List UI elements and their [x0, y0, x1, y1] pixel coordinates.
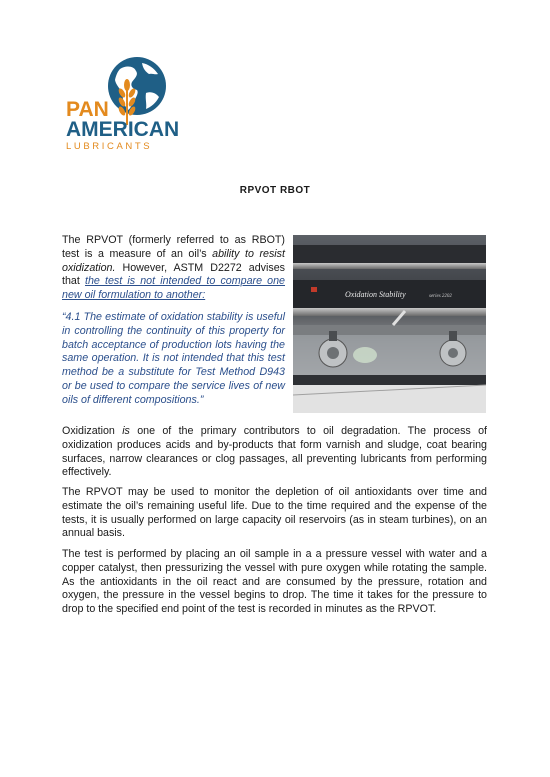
logo-american-text: AMERICAN: [66, 118, 180, 141]
company-logo: [66, 55, 180, 165]
intro-emphasis: ability to resist oxidization.: [62, 247, 285, 274]
panel-sublabel: series 2202: [429, 294, 452, 299]
panel-label: Oxidation Stability: [345, 290, 406, 299]
oxidization-paragraph: [62, 425, 487, 480]
p1-rest: one of the primary contributors to oil degradation. The process of oxidization produces acids and by-products that form varnish and sludge, coat bearing surfaces, narrow clearances or clog passages, all preventing lubricants from performing effectively.: [62, 425, 487, 479]
logo-line-lubricants: LUBRICANTS: [66, 141, 153, 152]
logo-line-american: [66, 118, 180, 141]
logo-line-pan: PAN: [66, 98, 109, 121]
p1-emphasis: is: [122, 425, 130, 437]
monitoring-paragraph: The RPVOT may be used to monitor the depletion of oil antioxidants over time and estimate the oil’s remaining useful life. Due to the time required and the expense of the tests, it is usually performed on large capacity oil reservoirs (as in steam turbines), on an annual basis.: [62, 486, 487, 540]
astm-quote: “4.1 The estimate of oxidation stability is useful in controlling the continuity of this property for batch acceptance of production lots having the same operation. It is not intended that this test method be a substitute for Test Method D943 or be used to compare the service lives of new oils of different compositions.”: [62, 311, 285, 406]
intro-text-1: The RPVOT (formerly referred to as RBOT) test is a measure of an oil’s: [62, 234, 285, 260]
page-title: RPVOT RBOT: [239, 185, 311, 196]
intro-underlined-text: the test is not intended to compare one new oil formulation to another:: [62, 275, 286, 302]
intro-text-2: However, ASTM D2272 advises that: [62, 261, 285, 288]
intro-paragraph: [62, 234, 285, 303]
p1-start: Oxidization: [62, 425, 123, 437]
procedure-paragraph: The test is performed by placing an oil sample in a a pressure vessel with water and a copper catalyst, then pressurizing the vessel with pure oxygen while rotating the sample. As the antioxidants in the oil react and are consumed by the pressure, rotation and oxygen, the pressure in the vessel begins to drop. The time it takes for the pressure to drop to the specified end point of the test is recorded in minutes as the RPVOT.: [62, 548, 487, 616]
rpvot-apparatus-photo: [293, 235, 486, 413]
logo-wordmark: [66, 98, 180, 153]
